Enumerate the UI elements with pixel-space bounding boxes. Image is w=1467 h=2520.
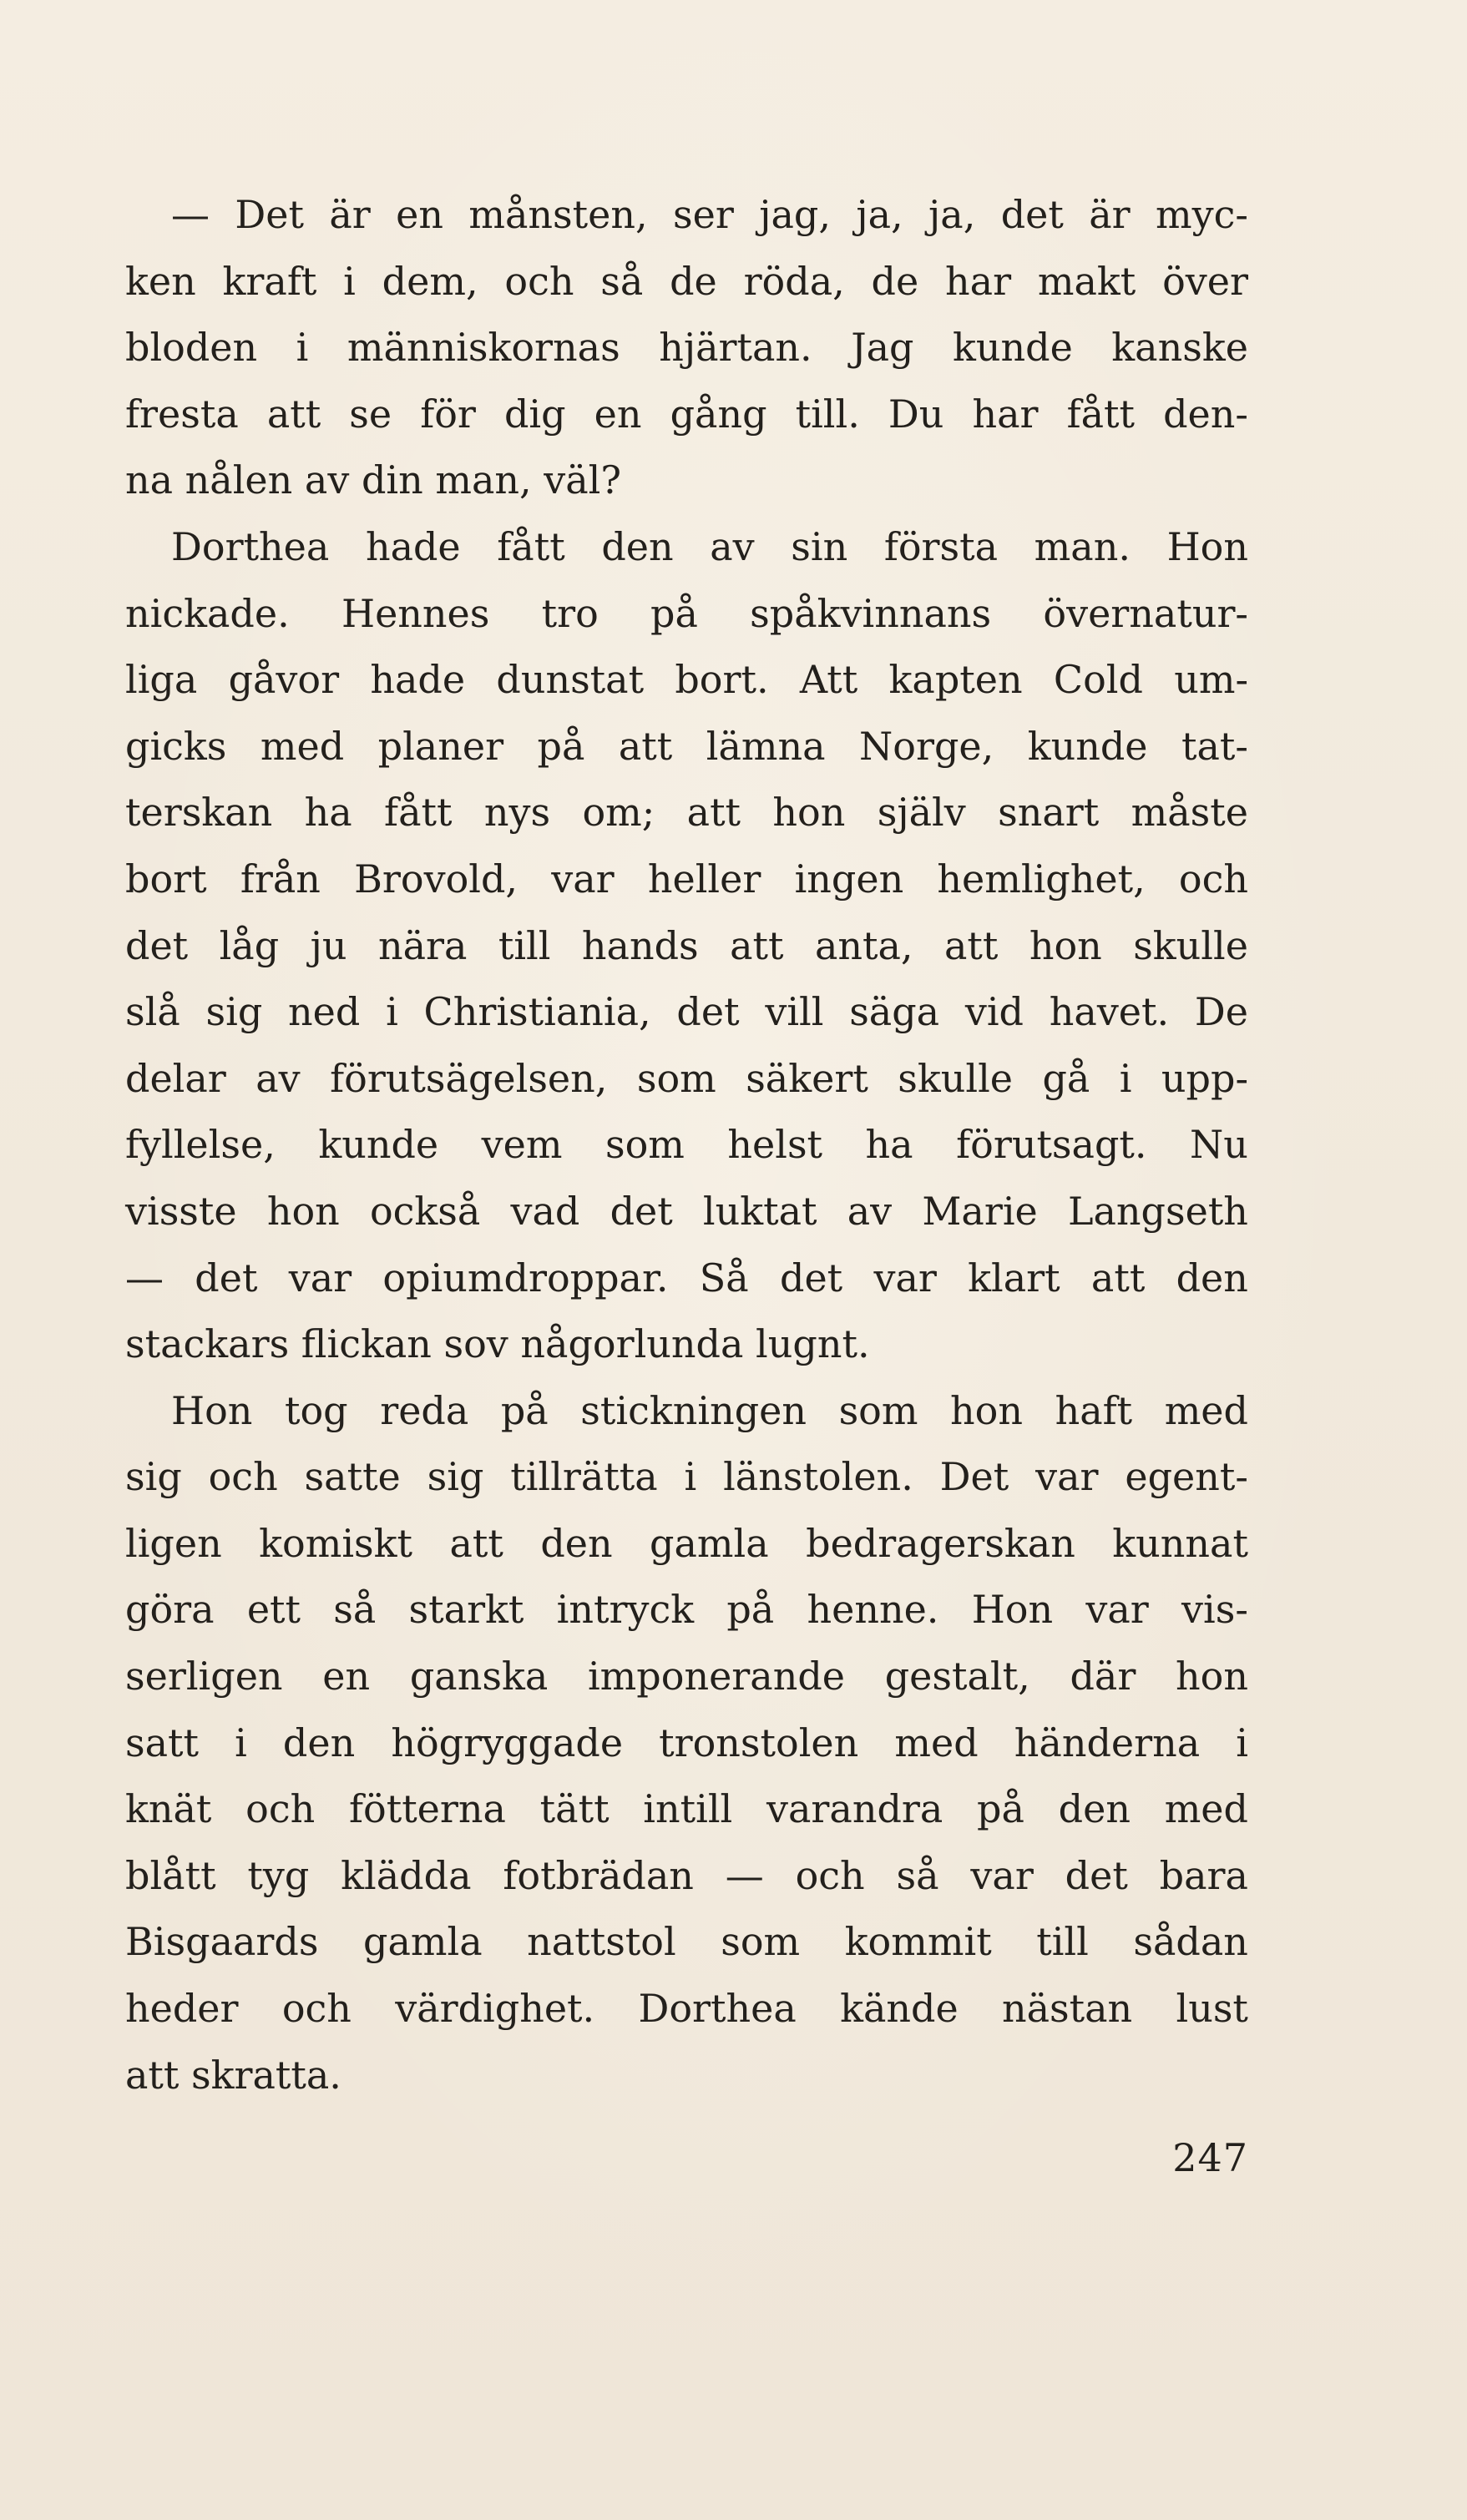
text-line: fyllelse, kunde vem som helst ha förutsagt. Nu xyxy=(125,1122,1248,1168)
text-line: Dorthea hade fått den av sin första man. Hon xyxy=(171,523,1248,569)
text-line: knät och fötterna tätt intill varandra på den med xyxy=(125,1786,1248,1832)
text-line: sig och satte sig tillrätta i länstolen. Det var egent- xyxy=(125,1454,1248,1500)
text-line: delar av förutsägelsen, som säkert skulle gå i upp- xyxy=(125,1055,1248,1101)
text-line: — Det är en månsten, ser jag, ja, ja, det är myc- xyxy=(171,192,1248,237)
text-line: gicks med planer på att lämna Norge, kunde tat- xyxy=(125,723,1248,769)
text-line: terskan ha fått nys om; att hon själv snart måste xyxy=(125,790,1248,836)
text-line: Hon tog reda på stickningen som hon haft med xyxy=(171,1387,1248,1433)
text-line: Bisgaards gamla nattstol som kommit till sådan xyxy=(125,1919,1248,1965)
text-line: nickade. Hennes tro på spåkvinnans övernatur- xyxy=(125,590,1248,636)
body-text xyxy=(125,182,1248,2108)
text-line: — det var opiumdroppar. Så det var klart att den xyxy=(125,1255,1248,1300)
text-line: ligen komiskt att den gamla bedragerskan kunnat xyxy=(125,1520,1248,1566)
text-line: att skratta. xyxy=(125,2052,341,2098)
text-line: det låg ju nära till hands att anta, att hon skulle xyxy=(125,922,1248,968)
text-line: serligen en ganska imponerande gestalt, där hon xyxy=(125,1654,1248,1699)
text-line: blått tyg klädda fotbrädan — och så var det bara xyxy=(125,1852,1248,1898)
text-line: satt i den högryggade tronstolen med händerna i xyxy=(125,1720,1248,1765)
text-line: heder och värdighet. Dorthea kände nästan lust xyxy=(125,1986,1248,2032)
text-line: visste hon också vad det luktat av Marie Langseth xyxy=(125,1188,1248,1234)
text-line: ken kraft i dem, och så de röda, de har makt över xyxy=(125,258,1248,304)
text-line: bort från Brovold, var heller ingen hemlighet, och xyxy=(125,856,1248,901)
page-number: 247 xyxy=(1172,2135,1248,2180)
text-line: göra ett så starkt intryck på henne. Hon var vis- xyxy=(125,1587,1248,1633)
text-line: fresta att se för dig en gång till. Du har fått den- xyxy=(125,391,1248,437)
text-line: na nålen av din man, väl? xyxy=(125,457,622,503)
text-line: bloden i människornas hjärtan. Jag kunde kanske xyxy=(125,325,1248,371)
text-line: stackars flickan sov någorlunda lugnt. xyxy=(125,1321,870,1367)
text-line: liga gåvor hade dunstat bort. Att kapten Cold um- xyxy=(125,657,1248,703)
text-line: slå sig ned i Christiania, det vill säga vid havet. De xyxy=(125,989,1248,1035)
